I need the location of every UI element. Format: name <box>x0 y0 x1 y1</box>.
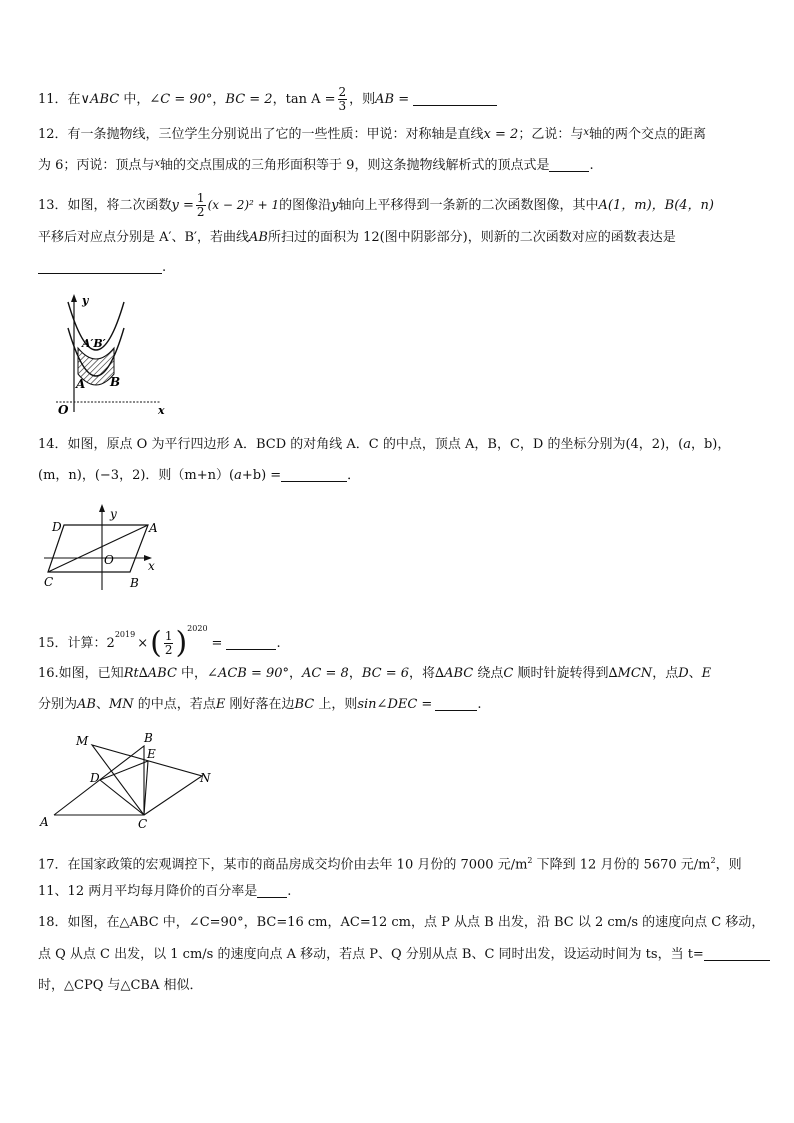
q14-parallelogram-figure <box>42 500 172 592</box>
q16-fig-a-label: A <box>40 815 49 829</box>
q14-fig-d-label: D <box>52 520 62 534</box>
q13-fig-a-label: A <box>76 377 86 391</box>
q15-exponent-1: 2019 <box>114 630 136 639</box>
q14-var-a: a <box>683 437 691 452</box>
q14-fig-b-label: B <box>130 576 139 590</box>
q12-period: . <box>589 158 594 173</box>
q17-text: 11、12 两月平均每月降价的百分率是 <box>38 884 258 899</box>
q16-answer-blank[interactable] <box>435 696 477 711</box>
q16-text: 顺时针旋转得到 <box>513 666 609 681</box>
q13-fig-origin-label: O <box>58 403 69 417</box>
q14-fig-y-label: y <box>110 507 117 521</box>
q14-var-a: a <box>234 468 242 483</box>
q16-text: ，将 <box>409 666 436 681</box>
q14-answer-blank[interactable] <box>281 467 347 482</box>
q13-text: 轴向上平移得到一条新的二次函数图像，其中 <box>338 198 599 213</box>
q17-superscript: 2 <box>710 856 716 865</box>
question-14-line-2 <box>38 467 360 485</box>
q17-superscript: 2 <box>527 856 533 865</box>
q16-text: 、 <box>95 697 109 712</box>
q16-fig-d-label: D <box>90 771 100 785</box>
q11-triangle: ∨ABC <box>80 92 120 107</box>
question-13-line-3 <box>38 259 166 277</box>
q13-frac-numerator: 1 <box>196 191 205 205</box>
q13-text: 平移后对应点分别是 A′、B′，若曲线 <box>38 230 249 245</box>
q16-separator: ， <box>289 666 303 681</box>
q17-period: . <box>287 884 292 899</box>
q14-fig-x-label: x <box>148 559 155 573</box>
question-18-line-3 <box>38 977 203 995</box>
q14-fig-o-label: O <box>104 553 114 567</box>
q16-text: 16.如图，已知 <box>38 666 124 681</box>
q12-text: 轴的交点围成的三角形面积等于 9，则这条抛物线解析式的顶点式是 <box>160 158 550 173</box>
q16-mn: MN <box>108 697 134 712</box>
q15-left-paren: ( <box>150 625 162 661</box>
q17-text: 17．在国家政策的宏观调控下，某市的商品房成交均价由去年 10 月份的 7000 元/m <box>38 857 528 873</box>
q12-axis-equation: x = 2 <box>483 127 519 142</box>
q11-number: 11．在 <box>38 92 81 107</box>
q18-text: 18．如图，在△ABC 中，∠C=90°，BC=16 cm，AC=12 cm，点 P 从点 B 出发，沿 BC 以 2 cm/s 的速度向点 C 移动， <box>38 915 765 930</box>
q13-curve-ab: AB <box>248 230 268 245</box>
q16-separator: ， <box>348 666 362 681</box>
q11-answer-blank[interactable] <box>413 91 497 106</box>
q16-period: . <box>477 697 482 712</box>
q13-expression: (x − 2)² + 1 <box>207 198 280 212</box>
q15-frac-numerator: 1 <box>164 629 173 643</box>
q16-text: ，点 <box>652 666 679 681</box>
question-17-line-1 <box>38 852 742 874</box>
q11-bc-condition: BC = 2 <box>225 92 273 107</box>
q15-answer-blank[interactable] <box>226 635 276 650</box>
q11-frac-numerator: 2 <box>338 85 347 99</box>
q16-point-e: E <box>215 697 226 712</box>
question-18-line-2 <box>38 946 770 964</box>
q11-text: 中， <box>119 92 150 107</box>
q14-period: ． <box>347 468 361 483</box>
question-15 <box>38 614 281 659</box>
q12-x-variable: x <box>154 158 161 169</box>
q12-text: ；乙说：与 <box>518 127 584 142</box>
q14-fig-c-label: C <box>44 575 54 589</box>
q13-y-eq: y = <box>171 198 194 213</box>
q16-text: 刚好落在边 <box>225 697 295 712</box>
q15-equals: = <box>211 636 223 651</box>
q18-answer-blank[interactable] <box>704 946 770 961</box>
q16-fig-n-label: N <box>200 771 211 785</box>
q16-ab: AB <box>77 697 96 712</box>
q16-bc: BC <box>294 697 315 712</box>
q11-fraction <box>338 86 348 113</box>
q18-text: 时，△CPQ 与△CBA 相似． <box>38 978 203 993</box>
q12-x-variable: x <box>583 127 589 138</box>
question-12-line-2 <box>38 155 594 175</box>
q12-text: 轴的两个交点的距离 <box>588 127 706 142</box>
q15-right-paren: ) <box>175 625 188 661</box>
q12-text: 为 6；丙说：顶点与 <box>38 158 155 173</box>
q15-frac-denominator: 2 <box>164 643 173 657</box>
question-14-line-1 <box>38 436 730 454</box>
q13-fig-ab-prime-label: A′B′ <box>82 337 106 350</box>
q17-answer-blank[interactable] <box>257 883 287 898</box>
q13-frac-denominator: 2 <box>196 205 205 219</box>
q11-separator: ， <box>212 92 226 107</box>
q16-text: 绕点 <box>473 666 504 681</box>
q13-y-variable: y <box>331 198 339 213</box>
q16-text: 中， <box>176 666 208 681</box>
q15-exponent-2: 2020 <box>187 624 208 633</box>
q13-text: 的图像沿 <box>279 198 332 213</box>
q16-angle-condition: ∠ACB = 90° <box>207 666 290 681</box>
q16-fig-c-label: C <box>138 817 148 831</box>
q12-answer-blank[interactable] <box>549 157 589 172</box>
q16-fig-m-label: M <box>76 734 89 748</box>
question-18-line-1 <box>38 914 764 932</box>
question-13-line-2 <box>38 229 676 247</box>
q16-text: 的中点，若点 <box>133 697 216 712</box>
q13-fig-y-label: y <box>82 294 89 307</box>
q16-text: 、 <box>688 666 702 681</box>
q14-text: (m，n)，(−3，2)．则（m+n）( <box>38 468 235 483</box>
q15-period: . <box>276 636 281 651</box>
question-16-line-2 <box>38 696 481 714</box>
q16-triangle-mcn: ∆MCN <box>608 666 653 681</box>
q17-text: ，则 <box>715 857 742 873</box>
q13-points: A(1，m)，B(4，n) <box>598 198 715 213</box>
q13-answer-blank[interactable] <box>38 259 162 274</box>
q14-text: ，b)， <box>690 437 731 452</box>
q11-frac-denominator: 3 <box>338 99 347 113</box>
q11-tan-label: tan A = <box>285 92 336 107</box>
q16-sin: sin∠DEC = <box>357 697 433 712</box>
q13-parabola-figure <box>52 292 172 418</box>
q16-segment-ec <box>144 761 148 815</box>
q15-times: × <box>137 636 149 651</box>
question-11 <box>38 86 497 113</box>
q18-text: 点 Q 从点 C 出发，以 1 cm/s 的速度向点 A 移动，若点 P、Q 分别从点 B、C 同时出发，设运动时间为 ts，当 t= <box>38 947 704 962</box>
q12-text: 12．有一条抛物线，三位学生分别说出了它的一些性质：甲说：对称轴是直线 <box>38 127 484 142</box>
q16-text: 分别为 <box>38 697 78 712</box>
q14-fig-a-label: A <box>149 521 158 535</box>
q16-point-d: D <box>678 666 689 681</box>
q16-text: 上，则 <box>314 697 358 712</box>
q16-fig-e-label: E <box>147 747 156 761</box>
q16-ac-condition: AC = 8 <box>302 666 349 681</box>
q16-point-e: E <box>701 666 712 681</box>
q16-triangle-abc: ∆ABC <box>435 666 474 681</box>
q13-fraction <box>196 192 206 219</box>
q16-triangle: Rt∆ABC <box>123 666 177 681</box>
q16-segment-de <box>100 761 148 780</box>
question-17-line-2 <box>38 883 291 901</box>
q13-fig-b-label: B <box>110 375 121 389</box>
q14-text: +b) = <box>241 468 282 483</box>
q15-fraction <box>164 630 174 657</box>
question-16-line-1 <box>38 665 711 683</box>
q16-point-c: C <box>503 666 514 681</box>
q11-then: ，则 <box>349 92 376 107</box>
q11-separator: ， <box>272 92 286 107</box>
q13-text: 13．如图，将二次函数 <box>38 198 172 213</box>
q14-text: 14．如图，原点 O 为平行四边形 A．BCD 的对角线 A．C 的中点，顶点 A，B，C，D 的坐标分别为(4，2)，( <box>38 437 684 452</box>
q13-y-arrow <box>71 294 77 302</box>
q15-label: 15．计算： <box>38 636 107 651</box>
q13-text: 所扫过的面积为 12(图中阴影部分)，则新的二次函数对应的函数表达是 <box>267 230 676 245</box>
q16-bc-condition: BC = 6 <box>361 666 409 681</box>
q17-text: 下降到 12 月份的 5670 元/m <box>532 857 711 873</box>
q13-period: . <box>162 260 167 275</box>
q11-angle-condition: ∠C = 90° <box>149 92 213 107</box>
question-12-line-1 <box>38 124 706 144</box>
q16-rotation-figure <box>36 728 222 832</box>
q16-fig-b-label: B <box>144 731 153 745</box>
q11-ab: AB = <box>375 92 410 107</box>
q13-fig-x-label: x <box>158 404 165 417</box>
q14-y-arrow <box>99 504 105 512</box>
q15-base: 2 <box>106 636 115 651</box>
question-13-line-1 <box>38 192 714 219</box>
